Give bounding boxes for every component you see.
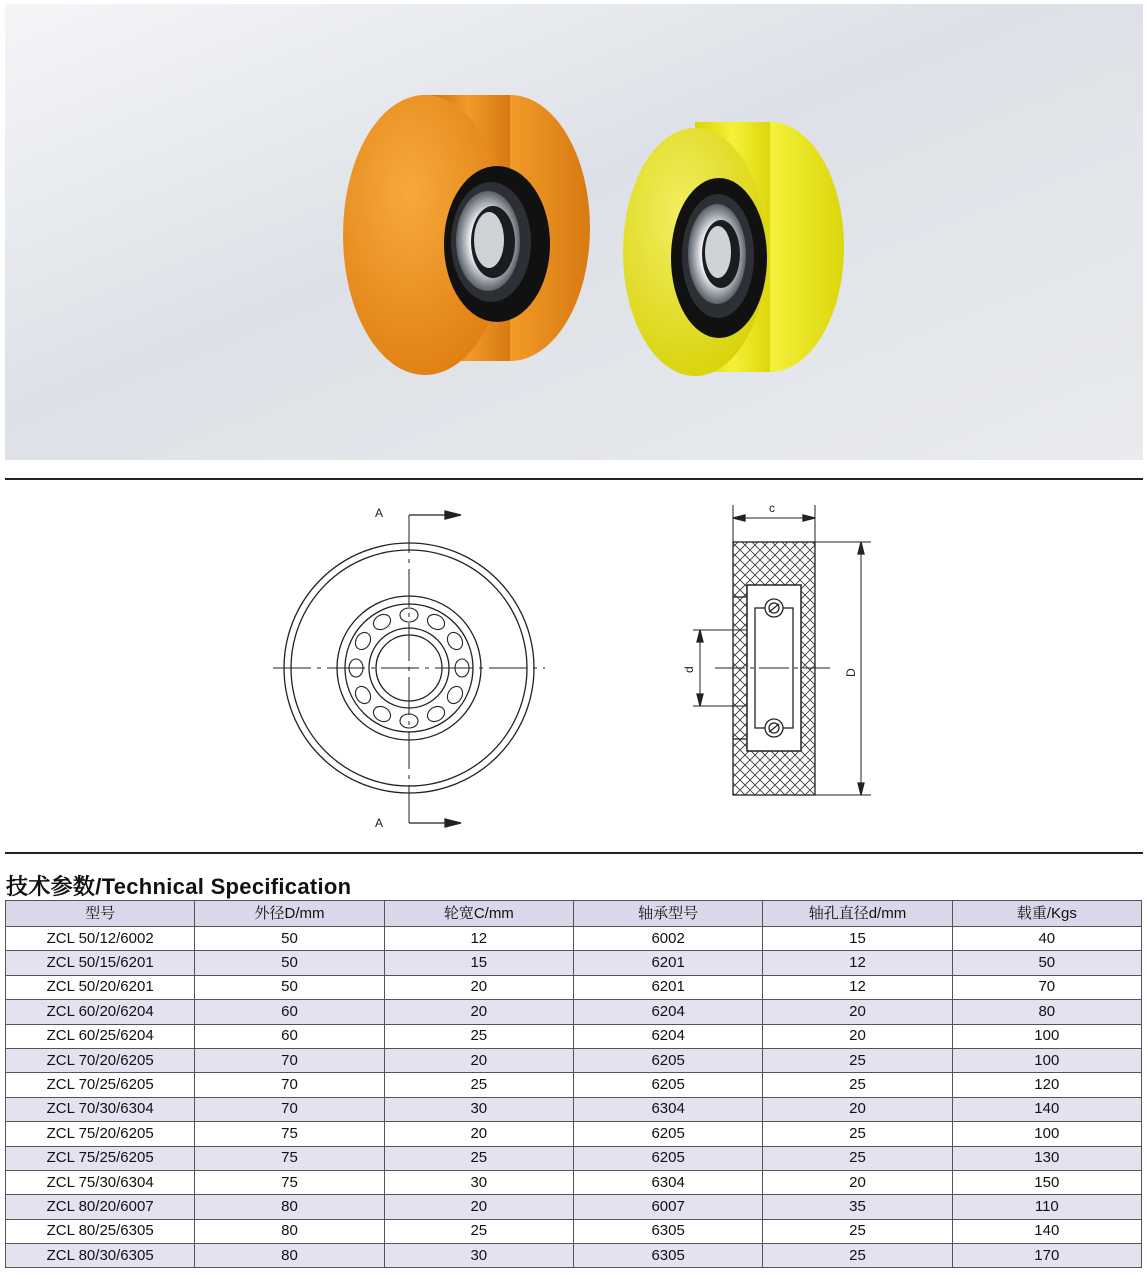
table-row bbox=[6, 975, 1142, 999]
header-model: 型号 bbox=[6, 901, 195, 927]
cell-model: ZCL 75/25/6205 bbox=[6, 1146, 195, 1170]
cell-bearing-model: 6201 bbox=[573, 975, 762, 999]
cell-bore-diameter: 25 bbox=[763, 1219, 952, 1243]
cell-load: 150 bbox=[952, 1170, 1141, 1194]
yellow-roller bbox=[623, 122, 844, 376]
cell-model: ZCL 70/20/6205 bbox=[6, 1048, 195, 1072]
cell-outer-diameter: 75 bbox=[195, 1122, 384, 1146]
technical-drawing bbox=[5, 485, 1143, 845]
cell-bore-diameter: 20 bbox=[763, 1024, 952, 1048]
cell-outer-diameter: 75 bbox=[195, 1146, 384, 1170]
cell-wheel-width: 30 bbox=[384, 1170, 573, 1194]
cell-load: 100 bbox=[952, 1024, 1141, 1048]
cell-bearing-model: 6007 bbox=[573, 1195, 762, 1219]
cell-wheel-width: 25 bbox=[384, 1146, 573, 1170]
cell-wheel-width: 15 bbox=[384, 951, 573, 975]
table-row bbox=[6, 1146, 1142, 1170]
cell-model: ZCL 70/30/6304 bbox=[6, 1097, 195, 1121]
cell-model: ZCL 50/12/6002 bbox=[6, 927, 195, 951]
cell-wheel-width: 25 bbox=[384, 1024, 573, 1048]
table-row bbox=[6, 1244, 1142, 1268]
cell-bore-diameter: 35 bbox=[763, 1195, 952, 1219]
table-row bbox=[6, 927, 1142, 951]
cell-wheel-width: 30 bbox=[384, 1244, 573, 1268]
section-label-top: A bbox=[375, 506, 384, 520]
cell-outer-diameter: 60 bbox=[195, 1024, 384, 1048]
cell-load: 140 bbox=[952, 1097, 1141, 1121]
table-body bbox=[6, 927, 1142, 1268]
cell-bore-diameter: 12 bbox=[763, 951, 952, 975]
cell-model: ZCL 75/20/6205 bbox=[6, 1122, 195, 1146]
cell-model: ZCL 80/20/6007 bbox=[6, 1195, 195, 1219]
cell-wheel-width: 20 bbox=[384, 1048, 573, 1072]
cell-load: 70 bbox=[952, 975, 1141, 999]
table-row bbox=[6, 1000, 1142, 1024]
cell-outer-diameter: 80 bbox=[195, 1244, 384, 1268]
header-bore-diameter: 轴孔直径d/mm bbox=[763, 901, 952, 927]
cell-bore-diameter: 25 bbox=[763, 1073, 952, 1097]
cell-outer-diameter: 60 bbox=[195, 1000, 384, 1024]
table-row bbox=[6, 1219, 1142, 1243]
table-row bbox=[6, 1073, 1142, 1097]
cell-outer-diameter: 75 bbox=[195, 1170, 384, 1194]
header-bearing-model: 轴承型号 bbox=[573, 901, 762, 927]
divider-top bbox=[5, 478, 1143, 480]
cell-load: 100 bbox=[952, 1122, 1141, 1146]
header-wheel-width: 轮宽C/mm bbox=[384, 901, 573, 927]
cell-bore-diameter: 20 bbox=[763, 1097, 952, 1121]
cell-model: ZCL 50/20/6201 bbox=[6, 975, 195, 999]
cell-wheel-width: 25 bbox=[384, 1073, 573, 1097]
table-row bbox=[6, 1122, 1142, 1146]
table-header-row bbox=[6, 901, 1142, 927]
cell-outer-diameter: 50 bbox=[195, 927, 384, 951]
cell-outer-diameter: 50 bbox=[195, 975, 384, 999]
cell-model: ZCL 50/15/6201 bbox=[6, 951, 195, 975]
cell-load: 40 bbox=[952, 927, 1141, 951]
table-row bbox=[6, 1097, 1142, 1121]
cell-wheel-width: 12 bbox=[384, 927, 573, 951]
cell-outer-diameter: 80 bbox=[195, 1219, 384, 1243]
cell-bearing-model: 6305 bbox=[573, 1244, 762, 1268]
cell-bore-diameter: 25 bbox=[763, 1122, 952, 1146]
table-row bbox=[6, 1170, 1142, 1194]
cell-bore-diameter: 20 bbox=[763, 1000, 952, 1024]
section-view bbox=[693, 505, 871, 795]
dim-label-D: D bbox=[844, 668, 858, 677]
cell-outer-diameter: 70 bbox=[195, 1073, 384, 1097]
cell-bearing-model: 6204 bbox=[573, 1024, 762, 1048]
header-load: 载重/Kgs bbox=[952, 901, 1141, 927]
table-row bbox=[6, 1024, 1142, 1048]
cell-wheel-width: 20 bbox=[384, 1000, 573, 1024]
cell-outer-diameter: 70 bbox=[195, 1097, 384, 1121]
cell-load: 140 bbox=[952, 1219, 1141, 1243]
cell-outer-diameter: 70 bbox=[195, 1048, 384, 1072]
cell-bore-diameter: 12 bbox=[763, 975, 952, 999]
cell-wheel-width: 20 bbox=[384, 975, 573, 999]
cell-bearing-model: 6204 bbox=[573, 1000, 762, 1024]
cell-bore-diameter: 15 bbox=[763, 927, 952, 951]
cell-bore-diameter: 25 bbox=[763, 1146, 952, 1170]
header-outer-diameter: 外径D/mm bbox=[195, 901, 384, 927]
cell-load: 110 bbox=[952, 1195, 1141, 1219]
table-row bbox=[6, 1048, 1142, 1072]
cell-bore-diameter: 20 bbox=[763, 1170, 952, 1194]
cell-bearing-model: 6304 bbox=[573, 1170, 762, 1194]
cell-model: ZCL 75/30/6304 bbox=[6, 1170, 195, 1194]
cell-wheel-width: 20 bbox=[384, 1195, 573, 1219]
cell-load: 120 bbox=[952, 1073, 1141, 1097]
cell-bearing-model: 6205 bbox=[573, 1073, 762, 1097]
cell-bearing-model: 6304 bbox=[573, 1097, 762, 1121]
cell-model: ZCL 80/30/6305 bbox=[6, 1244, 195, 1268]
cell-load: 80 bbox=[952, 1000, 1141, 1024]
cell-model: ZCL 80/25/6305 bbox=[6, 1219, 195, 1243]
divider-bottom bbox=[5, 852, 1143, 854]
section-label-bottom: A bbox=[375, 816, 384, 830]
cell-model: ZCL 60/25/6204 bbox=[6, 1024, 195, 1048]
cell-bore-diameter: 25 bbox=[763, 1048, 952, 1072]
dim-label-d: d bbox=[682, 666, 696, 673]
cell-bearing-model: 6205 bbox=[573, 1048, 762, 1072]
cell-bearing-model: 6205 bbox=[573, 1122, 762, 1146]
cell-bore-diameter: 25 bbox=[763, 1244, 952, 1268]
cell-load: 50 bbox=[952, 951, 1141, 975]
cell-model: ZCL 60/20/6204 bbox=[6, 1000, 195, 1024]
cell-bearing-model: 6305 bbox=[573, 1219, 762, 1243]
spec-table bbox=[5, 900, 1142, 1268]
orange-roller bbox=[343, 95, 590, 375]
cell-bearing-model: 6002 bbox=[573, 927, 762, 951]
spec-title: 技术参数/Technical Specification bbox=[6, 874, 352, 899]
cell-bearing-model: 6205 bbox=[573, 1146, 762, 1170]
front-view bbox=[273, 511, 545, 827]
table-row bbox=[6, 951, 1142, 975]
cell-outer-diameter: 80 bbox=[195, 1195, 384, 1219]
cell-load: 100 bbox=[952, 1048, 1141, 1072]
cell-model: ZCL 70/25/6205 bbox=[6, 1073, 195, 1097]
cell-bearing-model: 6201 bbox=[573, 951, 762, 975]
cell-load: 170 bbox=[952, 1244, 1141, 1268]
table-row bbox=[6, 1195, 1142, 1219]
dim-label-c: c bbox=[769, 501, 775, 515]
cell-wheel-width: 30 bbox=[384, 1097, 573, 1121]
cell-outer-diameter: 50 bbox=[195, 951, 384, 975]
cell-load: 130 bbox=[952, 1146, 1141, 1170]
product-photo bbox=[5, 4, 1143, 460]
cell-wheel-width: 25 bbox=[384, 1219, 573, 1243]
cell-wheel-width: 20 bbox=[384, 1122, 573, 1146]
